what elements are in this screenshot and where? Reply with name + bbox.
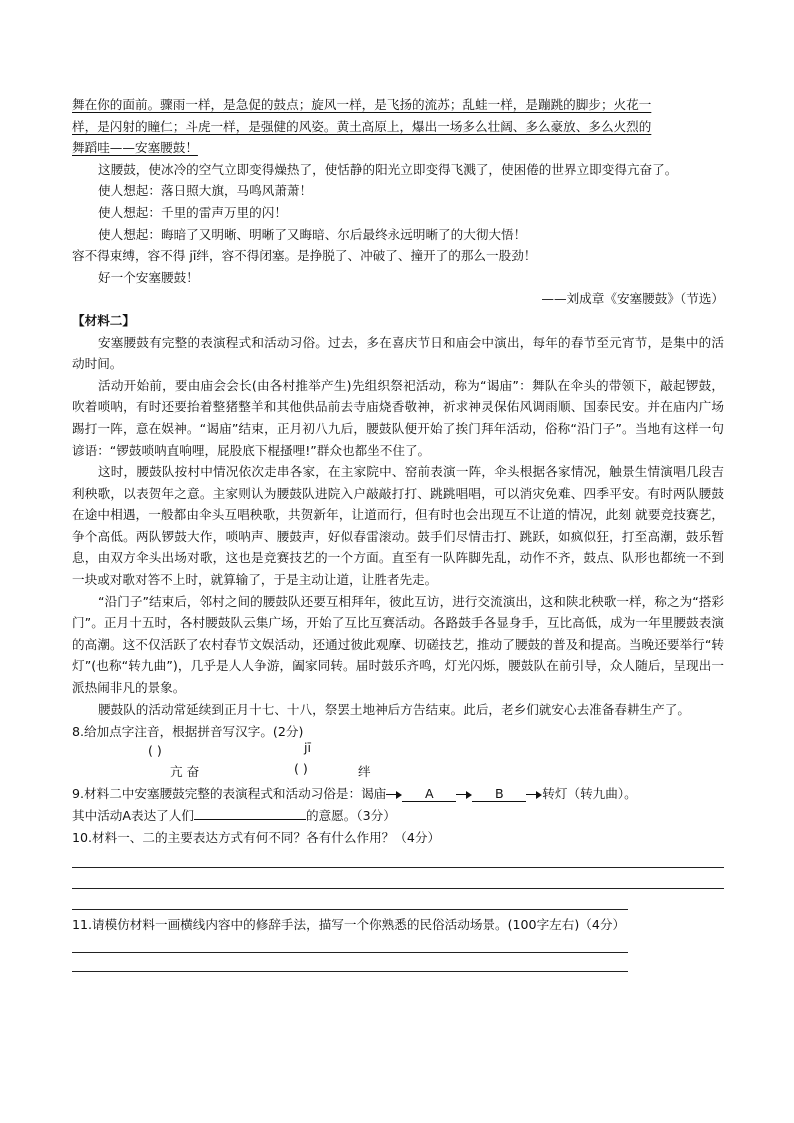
- question-9: [72, 783, 724, 827]
- material-two: [72, 310, 724, 720]
- answer-line[interactable]: [72, 971, 628, 972]
- question-10-text: 10.材料一、二的主要表达方式有何不同？各有什么作用？（4分）: [72, 830, 441, 846]
- material-two-paragraph: 活动开始前，要由庙会会长(由各村推举产生)先组织祭祀活动，称为“谒庙”：舞队在伞头的带领下，敲起锣鼓，吹着唢呐，有时还要抬着整猪整羊和其他供品前去寺庙烧香敬神，祈求神灵保佑风调雨顺、国泰民安。并在庙内广场踢打一阵，意在娱神。“谒庙”结束，正月初八九后，腰鼓队便开始了挨门拜年活动，俗称“沿门子”。当地有这样一句谚语：“锣鼓唢呐直响哩，屁股底下棍搔哩!”群众也都坐不住了。: [72, 377, 724, 458]
- underlined-passage-line-3: 舞蹈哇——安塞腰鼓！: [72, 140, 198, 156]
- reminder-line-2: 使人想起：千里的雷声万里的闪！: [98, 204, 287, 220]
- dotted-word: 亢 奋: [170, 764, 200, 780]
- intent-answer-blank[interactable]: [194, 805, 306, 820]
- answer-line[interactable]: [72, 909, 628, 910]
- question-9-prefix: 9.材料二中安塞腰鼓完整的表演程式和活动习俗是：谒庙: [72, 786, 387, 802]
- blank-b[interactable]: B: [472, 787, 526, 802]
- source-attribution: ——刘成章《安塞腰鼓》（节选）: [541, 291, 724, 307]
- question-9-line-2-prefix: 其中活动A表达了人们: [72, 808, 194, 824]
- reminder-line-3: 使人想起：晦暗了又明晰、明晰了又晦暗、尔后最终永远明晰了的大彻大悟！: [98, 226, 527, 242]
- underlined-passage-line-1: 舞在你的面前。骤雨一样，是急促的鼓点；旋风一样，是飞扬的流苏；乱蛙一样，是蹦跳的脚步；火花一: [72, 97, 652, 112]
- question-11-text: 11.请模仿材料一画横线内容中的修辞手法，描写一个你熟悉的民俗活动场景。(100字左右)（4分）: [72, 917, 626, 933]
- material-two-paragraph: 腰鼓队的活动常延续到正月十七、十八，祭罢土地神后方告结束。此后，老乡们就安心去准备春耕生产了。: [98, 701, 690, 717]
- arrow-right-icon: [386, 790, 402, 800]
- pinyin-answer-blank-1[interactable]: ( ): [148, 743, 162, 759]
- question-8-text: 8.给加点字注音，根据拼音写汉字。(2分): [72, 724, 304, 740]
- paragraph-drum-effect: 这腰鼓，使冰冷的空气立即变得燥热了，使恬静的阳光立即变得飞溅了，使困倦的世界立即变得亢奋了。: [98, 161, 678, 177]
- question-10: [72, 827, 724, 910]
- question-9-line-1: [72, 783, 724, 805]
- pinyin-prompt: jī: [304, 740, 311, 756]
- material-two-paragraph: 这时，腰鼓队按村中情况依次走串各家，在主家院中、窑前表演一阵，伞头根据各家情况，触景生情演唱几段吉利秧歌，以表贺年之意。主家则认为腰鼓队进院入户敲敲打打、跳跳唱唱，可以消灾免难、四季平安。有时两队腰鼓在途中相遇，一般都由伞头互唱秧歌，共贺新年，让道而行，但有时也会出现互不让道的情况，此刻 就要竞技赛艺，争个高低。两队锣鼓大作，唢呐声、腰鼓声，好似春雷滚动。鼓手们尽情击打、跳跃，如疯似狂，打至高潮，鼓乐暂息，由双方伞头出场对歌，这也是竞赛技艺的一个方面。直至有一队阵脚先乱，动作不齐，鼓点、队形也都统一不到一块或对歌对答不上时，就算输了，于是主动让道，让胜者先走。: [72, 464, 724, 588]
- question-11: [72, 914, 724, 972]
- question-9-line-2-suffix: 的意愿。（3分）: [305, 808, 396, 824]
- praise-line: 好一个安塞腰鼓！: [98, 269, 199, 285]
- underlined-passage-line-2: 样，是闪射的瞳仁；斗虎一样，是强健的风姿。黄土高原上，爆出一场多么壮阔、多么豪放、多么火烈的: [72, 118, 652, 134]
- character-suffix: 绊: [358, 764, 371, 780]
- blank-a[interactable]: A: [402, 787, 456, 802]
- material-two-paragraph: 安塞腰鼓有完整的表演程式和活动习俗。过去，多在喜庆节日和庙会中演出，每年的春节至元宵节，是集中的活动时间。: [72, 334, 724, 372]
- question-8: [72, 721, 724, 779]
- question-9-suffix: 转灯（转九曲）。: [542, 786, 637, 802]
- question-9-line-2: [72, 805, 724, 827]
- reminder-line-1: 使人想起：落日照大旗，马鸣风萧萧！: [98, 183, 313, 199]
- arrow-right-icon: [456, 790, 472, 800]
- arrow-right-icon: [526, 790, 542, 800]
- material-two-paragraph: “沿门子”结束后，邻村之间的腰鼓队还要互相拜年，彼此互访，进行交流演出，这和陕北秧歌一样，称之为“搭彩门”。正月十五时，各村腰鼓队云集广场，开始了互比互赛活动。各路鼓手各显身手，互比高低，成为一年里腰鼓表演的高潮。这不仅活跃了农村春节文娱活动，还通过彼此观摩、切磋技艺，推动了腰鼓的普及和提高。当晚还要举行“转灯”(也称“转九曲”)，几乎是人人争游，阖家同转。届时鼓乐齐鸣，灯光闪烁，腰鼓队在前引导，众人随后，呈现出一派热闹非凡的景象。: [72, 593, 724, 696]
- material-two-heading: 【材料二】: [72, 312, 135, 328]
- material-one: [72, 94, 724, 310]
- reminder-line-3-continued: 容不得束缚，容不得 jī绊，容不得闭塞。是挣脱了、冲破了、撞开了的那么一股劲！: [72, 248, 537, 264]
- document-page: [72, 94, 724, 972]
- character-answer-blank[interactable]: ( ): [294, 761, 308, 777]
